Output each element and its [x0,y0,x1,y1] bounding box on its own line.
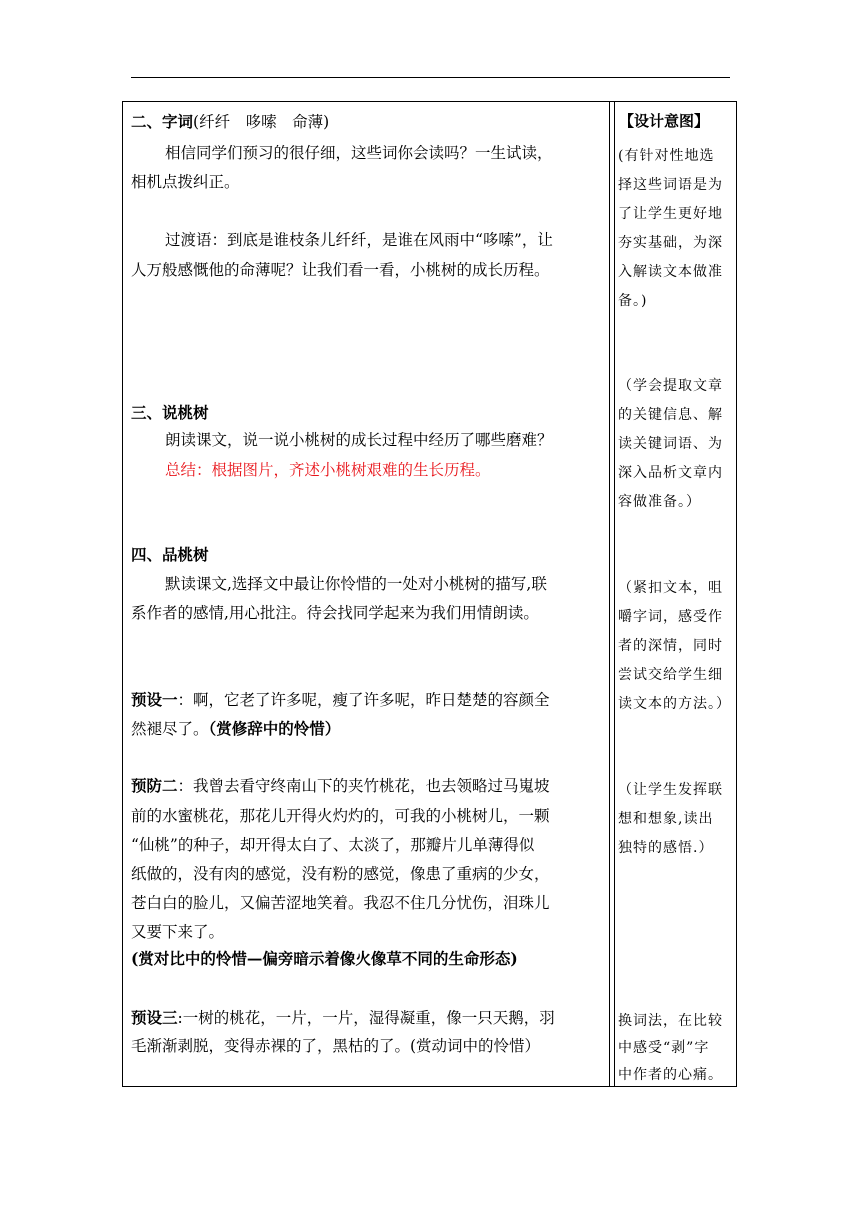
column-divider [609,102,615,1086]
preset-2-note: (赏对比中的怜惜—偏旁暗示着像火像草不同的生命形态) [131,949,518,968]
preset-2-line-5: 苍白白的脸儿，又偏苦涩地笑着。我忍不住几分忧伤，泪珠儿 [131,894,550,912]
section-3-heading: 三、说桃树 [131,403,209,422]
section-4-paragraph-line-1: 默读课文,选择文中最让你怜惜的一处对小桃树的描写,联 [165,575,547,593]
section-3-paragraph: 朗读课文，说一说小桃树的成长过程中经历了哪些磨难？ [165,431,553,449]
preset-2-line-4: 纸做的，没有肉的感觉，没有粉的感觉，像患了重病的少女， [131,865,550,883]
preset-2-line-2: 前的水蜜桃花，那花儿开得火灼灼的，可我的小桃树儿，一颗 [131,807,550,825]
preset-2-line-6: 又要下来了。 [131,923,225,941]
section-2-paragraph-2-line-2: 人万般感慨他的命薄呢？让我们看一看，小桃树的成长历程。 [131,261,550,279]
preset-3-line-2: 毛渐渐剥脱，变得赤裸的了，黑枯的了。(赏动词中的怜惜） [131,1037,541,1055]
section-4-paragraph-line-2: 系作者的感情,用心批注。待会找同学起来为我们用情朗读。 [131,604,539,622]
section-3-summary: 总结：根据图片，齐述小桃树艰难的生长历程。 [165,461,491,479]
design-intent-note-3: （紧扣文本，咀 嚼字词，感受作 者的深情，同时 尝试交给学生细 读文本的方法。） [618,580,731,712]
preset-1-line-2: 然褪尽了。（赏修辞中的怜惜） [131,719,341,738]
design-intent-note-5: 换词法，在比较 中感受“剥”字 中作者的心痛。 [618,1013,723,1083]
section-2-paragraph-1-line-2: 相机点拨纠正。 [131,173,240,191]
design-intent-note-4: （让学生发挥联 想和想象,读出 独特的感悟.） [618,782,723,856]
section-2-title-line [131,112,329,132]
design-intent-title: 【设计意图】 [619,112,710,130]
preset-1-line-1: 预设一：啊，它老了许多呢，瘦了许多呢，昨日楚楚的容颜全 [131,690,550,709]
section-2-paragraph-1-line-1: 相信同学们预习的很仔细，这些词你会读吗？一生试读， [165,144,553,162]
preset-3-label: 预设三 [131,1008,178,1027]
header-rule [131,77,730,78]
preset-1-label: 预设一 [131,690,178,709]
design-intent-note-2: （学会提取文章 的关键信息、解 读关键词语、为 深入品析文章内 容做准备。） [618,378,723,510]
section-2-words: (纤纤 哆嗦 命薄) [193,113,330,131]
design-intent-note-1: (有针对性地选 择这些词语是为 了让学生更好地 夯实基础，为深 入解读文本做准 备。) [618,148,723,309]
preset-1-note: （赏修辞中的怜惜） [208,719,341,738]
section-2-heading: 二、字词 [131,112,194,131]
preset-2-label: 预防二 [131,776,178,795]
section-2-paragraph-2-line-1: 过渡语：到底是谁枝条儿纤纤，是谁在风雨中“哆嗦”，让 [165,231,553,249]
section-4-heading: 四、品桃树 [131,545,209,564]
preset-3-line-1: 预设三:一树的桃花，一片，一片，湿得凝重，像一只天鹅，羽 [131,1008,555,1027]
preset-2-line-1: 预防二：我曾去看守终南山下的夹竹桃花，也去领略过马嵬坡 [131,776,550,795]
preset-2-line-3: “仙桃”的种子，却开得太白了、太淡了，那瓣片儿单薄得似 [131,836,535,854]
